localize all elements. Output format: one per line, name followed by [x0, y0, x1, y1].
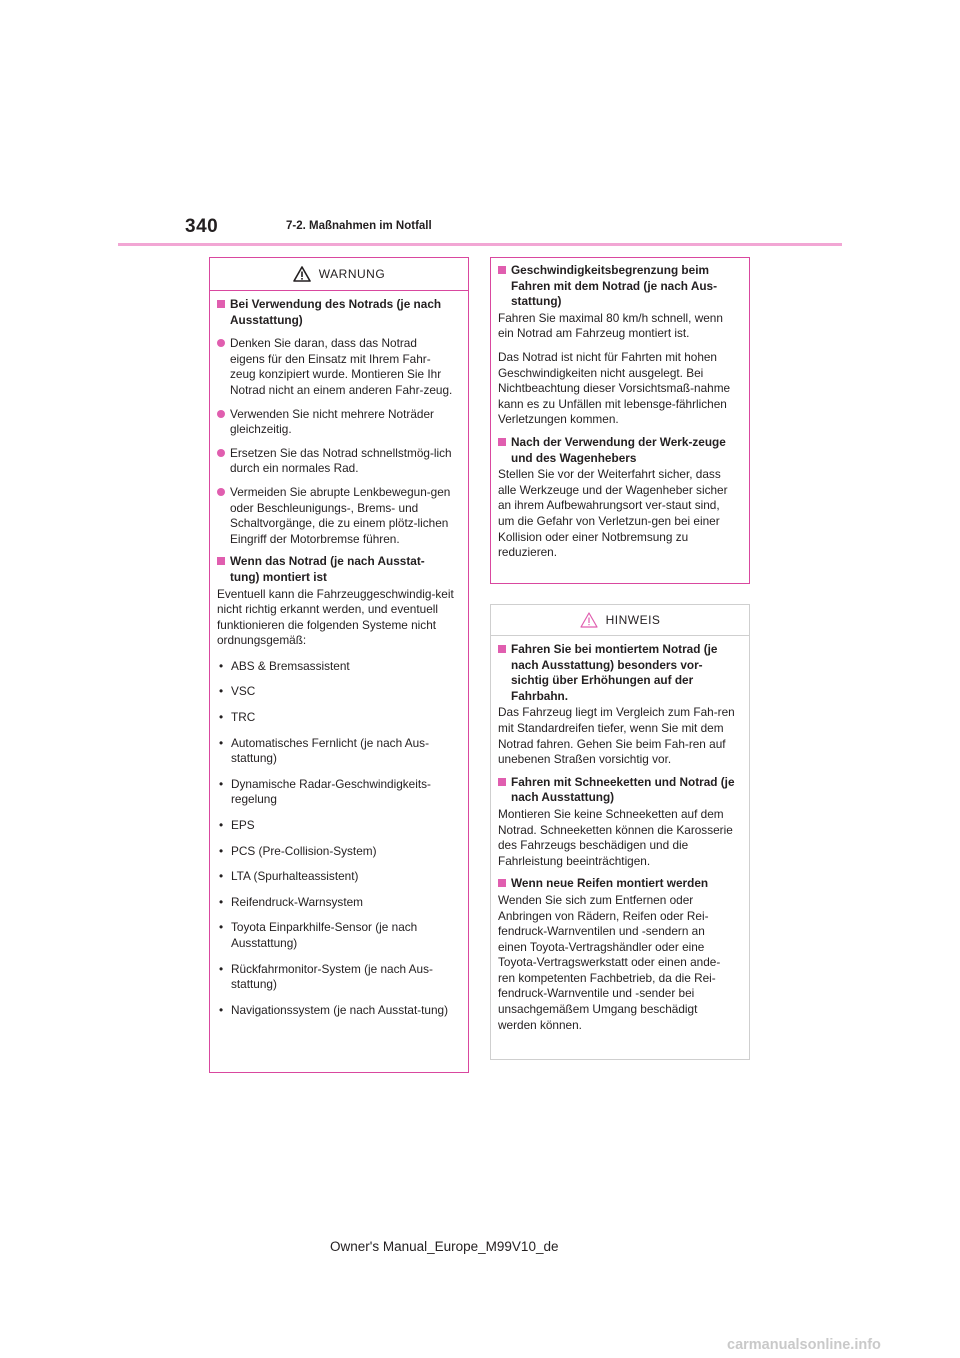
- subheading-text: Bei Verwendung des Notrads (je nach Ausstattung): [230, 297, 442, 327]
- square-bullet-icon: [498, 645, 506, 653]
- paragraph: Wenden Sie sich zum Entfernen oder Anbringen von Rädern, Reifen oder Rei-fendruck-Warnventilen und -sendern an einen Toyota-Vertragshändler oder eine Toyota-Vertragswerkstatt oder einen ande-ren kompetenten Fachbetrieb, da die Rei-fendruck-Warnventile und -sender bei unsachgemäßem Umgang beschädigt werden können.: [498, 892, 721, 1032]
- notice-box: [490, 604, 750, 1060]
- warning-title: WARNUNG: [318, 267, 386, 281]
- list-item: [217, 895, 454, 911]
- square-bullet-icon: [498, 266, 506, 274]
- list-item-text: Automatisches Fernlicht (je nach Aus-stattung): [231, 735, 430, 766]
- paragraph: Stellen Sie vor der Weiterfahrt sicher, dass alle Werkzeuge und der Wagenheber sicher an ihrem Aufbewahrungsort ver-staut sind, um die Gefahr von Verletzun-gen bei einer Kollision oder einer Notbremsung zu reduzieren.: [498, 467, 728, 560]
- list-item: [217, 844, 454, 860]
- list-item: [217, 962, 454, 993]
- square-bullet-icon: [498, 778, 506, 786]
- bullet-icon: •: [219, 1002, 224, 1017]
- list-item-text: VSC: [231, 684, 256, 699]
- subheading: [217, 554, 454, 585]
- list-item: [217, 736, 454, 767]
- list-item: [217, 818, 454, 834]
- page-number: 340: [185, 216, 219, 237]
- subheading-text: Fahren Sie bei montiertem Notrad (je nach Ausstattung) besonders vor-sichtig über Erhöhungen auf der Fahrbahn.: [511, 642, 718, 703]
- paragraph: Das Notrad ist nicht für Fahrten mit hohen Geschwindigkeiten nicht ausgelegt. Bei Nichtbeachtung dieser Vorsichtsmaß-nahme kann es zu Unfällen mit lebensge-fährlichen Verletzungen kommen.: [498, 349, 731, 427]
- list-item-text: EPS: [231, 818, 255, 833]
- list-item-text: Dynamische Radar-Geschwindigkeits-regelung: [231, 776, 431, 807]
- circle-bullet-icon: [217, 488, 225, 496]
- bullet-icon: •: [219, 658, 224, 673]
- subheading: [498, 775, 735, 806]
- bullet-icon: •: [219, 710, 224, 725]
- paragraph: Montieren Sie keine Schneeketten auf dem Notrad. Schneeketten können die Karosserie des Fahrzeugs beschädigen und die Fahrleistung beeinträchtigen.: [498, 806, 733, 868]
- dot-item-text: Verwenden Sie nicht mehrere Noträder gleichzeitig.: [230, 406, 434, 437]
- caution-triangle-icon: [580, 612, 598, 628]
- paragraph: Eventuell kann die Fahrzeuggeschwindig-keit nicht richtig erkannt werden, und eventuell funktionieren die folgenden Systeme nicht ordnungsgemäß:: [217, 586, 454, 648]
- list-item-text: Reifendruck-Warnsystem: [231, 894, 363, 909]
- subheading-text: Fahren mit Schneeketten und Notrad (je nach Ausstattung): [511, 774, 735, 805]
- notice-box-header: [491, 605, 749, 636]
- subheading-text: Wenn das Notrad (je nach Ausstat-tung) montiert ist: [230, 554, 425, 584]
- dot-item-text: Denken Sie daran, dass das Notrad eigens für den Einsatz mit Ihrem Fahr-zeug konzipiert wurde. Montieren Sie Ihr Notrad nicht an einem anderen Fahr-zeug.: [230, 336, 453, 397]
- list-item-text: ABS & Bremsassistent: [231, 658, 350, 673]
- warning-triangle-icon: [293, 266, 311, 282]
- subheading: [217, 297, 454, 328]
- paragraph: Fahren Sie maximal 80 km/h schnell, wenn ein Notrad am Fahrzeug montiert ist.: [498, 310, 723, 341]
- square-bullet-icon: [217, 300, 225, 308]
- list-item: [217, 710, 454, 726]
- square-bullet-icon: [498, 438, 506, 446]
- subheading: [498, 642, 735, 704]
- subheading: [498, 876, 735, 892]
- bullet-icon: •: [219, 735, 224, 750]
- bullet-icon: •: [219, 818, 224, 833]
- list-item: [217, 920, 454, 951]
- list-item-text: TRC: [231, 710, 256, 725]
- bullet-icon: •: [219, 776, 224, 791]
- list-item-text: Rückfahrmonitor-System (je nach Aus-stattung): [231, 961, 433, 992]
- watermark: carmanualsonline.info: [727, 1337, 881, 1353]
- dot-item: [217, 485, 454, 547]
- subheading-text: Geschwindigkeitsbegrenzung beim Fahren mit dem Notrad (je nach Aus-stattung): [511, 263, 718, 309]
- warning-box-header: [210, 258, 468, 291]
- warning-continuation-body: [491, 258, 749, 561]
- subheading-text: Wenn neue Reifen montiert werden: [511, 876, 709, 891]
- warning-continuation-box: [490, 257, 750, 584]
- list-item: [217, 869, 454, 885]
- bullet-icon: •: [219, 869, 224, 884]
- list-item-text: Toyota Einparkhilfe-Sensor (je nach Ausstattung): [231, 920, 418, 950]
- square-bullet-icon: [217, 557, 225, 565]
- list-item: [217, 777, 454, 808]
- circle-bullet-icon: [217, 449, 225, 457]
- notice-title: HINWEIS: [605, 613, 661, 627]
- dot-item: [217, 336, 454, 398]
- warning-body: [210, 291, 468, 1018]
- list-item: [217, 659, 454, 675]
- affected-systems-list: [217, 659, 454, 1019]
- paragraph: Das Fahrzeug liegt im Vergleich zum Fah-ren mit Standardreifen tiefer, wenn Sie mit dem Notrad fahren. Gehen Sie beim Fah-ren auf unebenen Straßen vorsichtig vor.: [498, 705, 735, 767]
- bullet-icon: •: [219, 894, 224, 909]
- notice-body: [491, 636, 749, 1033]
- circle-bullet-icon: [217, 410, 225, 418]
- bullet-icon: •: [219, 684, 224, 699]
- bullet-icon: •: [219, 961, 224, 976]
- list-item-text: PCS (Pre-Collision-System): [231, 843, 377, 858]
- list-item-text: Navigationssystem (je nach Ausstat-tung): [231, 1002, 449, 1017]
- subheading: [498, 435, 735, 466]
- dot-item-text: Ersetzen Sie das Notrad schnellstmög-lich durch ein normales Rad.: [230, 445, 452, 476]
- list-item: [217, 1003, 454, 1019]
- dot-item: [217, 446, 454, 477]
- list-item: [217, 684, 454, 700]
- dot-item-text: Vermeiden Sie abrupte Lenkbewegun-gen oder Beschleunigungs-, Brems- und Schaltvorgänge, die zu einem plötz-lichen Eingriff der Motorbremse führen.: [230, 484, 451, 546]
- bullet-icon: •: [219, 920, 224, 935]
- header-rule: [118, 243, 842, 246]
- dot-item: [217, 407, 454, 438]
- list-item-text: LTA (Spurhalteassistent): [231, 869, 359, 884]
- warning-box: [209, 257, 469, 1073]
- footer-text: Owner's Manual_Europe_M99V10_de: [330, 1239, 559, 1254]
- bullet-icon: •: [219, 843, 224, 858]
- circle-bullet-icon: [217, 339, 225, 347]
- subheading: [498, 263, 735, 310]
- square-bullet-icon: [498, 879, 506, 887]
- section-title: 7-2. Maßnahmen im Notfall: [286, 220, 432, 232]
- subheading-text: Nach der Verwendung der Werk-zeuge und des Wagenhebers: [511, 434, 726, 465]
